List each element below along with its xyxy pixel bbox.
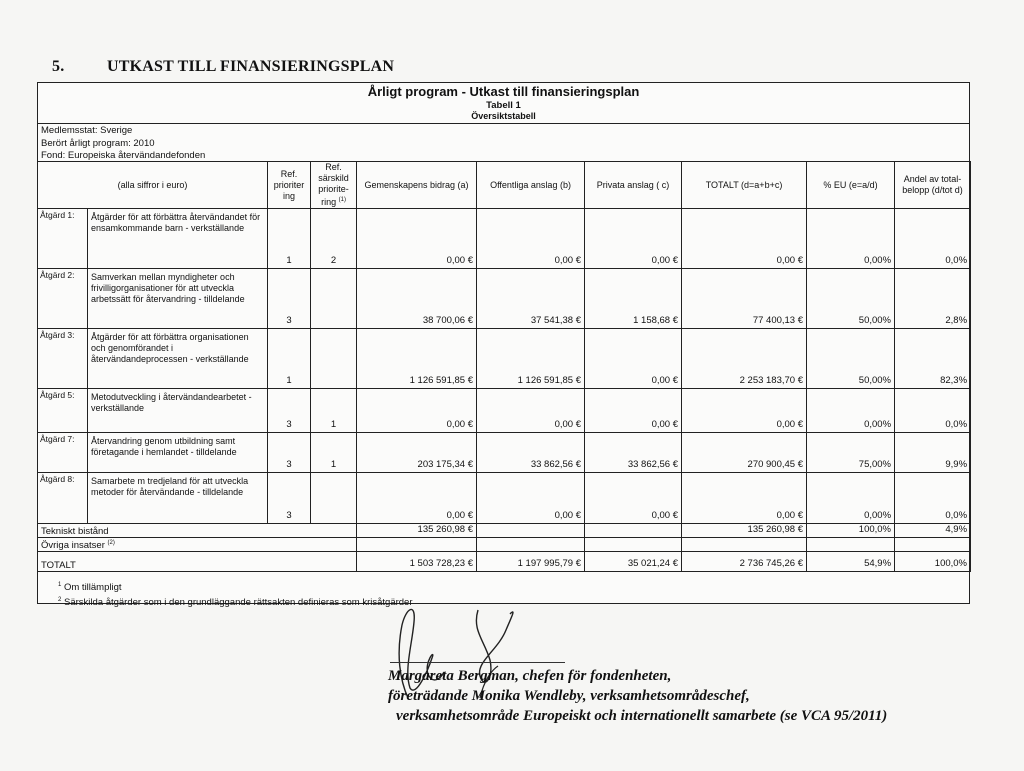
- total-a: 1 503 728,23 €: [357, 552, 477, 572]
- ovriga-row: [38, 538, 971, 552]
- row-d: 77 400,13 €: [682, 269, 807, 329]
- row-d: 0,00 €: [682, 389, 807, 433]
- row-f: 0,0%: [895, 389, 971, 433]
- table-row: [38, 269, 971, 329]
- row-a: 1 126 591,85 €: [357, 329, 477, 389]
- row-c: 0,00 €: [585, 473, 682, 524]
- footnote-2: [58, 594, 413, 609]
- financing-plan-box: [37, 82, 970, 604]
- row-sarskild: 2: [311, 209, 357, 269]
- signature-line: [390, 662, 565, 663]
- row-b: 0,00 €: [477, 473, 585, 524]
- meta-program: Berört årligt program: 2010: [41, 137, 155, 149]
- tekniskt-d: 135 260,98 €: [682, 524, 807, 538]
- ovriga-b: [477, 538, 585, 552]
- row-prio: 1: [268, 329, 311, 389]
- ovriga-c: [585, 538, 682, 552]
- row-prio: 3: [268, 389, 311, 433]
- ovriga-f: [895, 538, 971, 552]
- row-e: 75,00%: [807, 433, 895, 473]
- row-c: 0,00 €: [585, 329, 682, 389]
- row-desc: Metodutveckling i återvändandearbetet - verkställande: [88, 389, 268, 433]
- table-row: [38, 433, 971, 473]
- meta-info: [41, 125, 205, 163]
- ovriga-label: [38, 538, 357, 552]
- header-eu: % EU (e=a/d): [807, 162, 895, 209]
- row-a: 38 700,06 €: [357, 269, 477, 329]
- header-totalt: TOTALT (d=a+b+c): [682, 162, 807, 209]
- row-e: 0,00%: [807, 209, 895, 269]
- row-f: 0,0%: [895, 473, 971, 524]
- row-d: 2 253 183,70 €: [682, 329, 807, 389]
- table-row: [38, 473, 971, 524]
- row-prio: 3: [268, 433, 311, 473]
- header-ref-prio: Ref. prioriter ing: [268, 162, 311, 209]
- tekniskt-a: 135 260,98 €: [357, 524, 477, 538]
- row-e: 50,00%: [807, 329, 895, 389]
- row-label: Åtgärd 1:: [38, 209, 88, 269]
- row-d: 270 900,45 €: [682, 433, 807, 473]
- row-a: 0,00 €: [357, 473, 477, 524]
- row-b: 0,00 €: [477, 389, 585, 433]
- header-privata: Privata anslag ( c): [585, 162, 682, 209]
- tekniskt-c: [585, 524, 682, 538]
- section-title: UTKAST TILL FINANSIERINGSPLAN: [107, 58, 395, 75]
- footnote-1: [58, 579, 413, 594]
- header-offentliga: Offentliga anslag (b): [477, 162, 585, 209]
- total-c: 35 021,24 €: [585, 552, 682, 572]
- ovriga-sup: (2): [107, 539, 115, 546]
- table-title-block: [38, 83, 969, 124]
- row-e: 0,00%: [807, 389, 895, 433]
- row-desc: Återvandring genom utbildning samt företagande i hemlandet - tilldelande: [88, 433, 268, 473]
- header-ref-sarskild-sup: (1): [338, 197, 346, 203]
- row-c: 33 862,56 €: [585, 433, 682, 473]
- signature-line-2: företrädande Monika Wendleby, verksamhetsområdeschef,: [388, 688, 750, 704]
- row-sarskild: [311, 473, 357, 524]
- row-d: 0,00 €: [682, 473, 807, 524]
- row-sarskild: [311, 329, 357, 389]
- header-gemenskapens: Gemenskapens bidrag (a): [357, 162, 477, 209]
- row-prio: 3: [268, 269, 311, 329]
- row-b: 0,00 €: [477, 209, 585, 269]
- meta-member-state: Medlemsstat: Sverige: [41, 125, 133, 136]
- row-desc: Åtgärder för att förbättra återvändandet för ensamkommande barn - verkställande: [88, 209, 268, 269]
- row-b: 1 126 591,85 €: [477, 329, 585, 389]
- signature-line-3: verksamhetsområde Europeiskt och internationellt samarbete (se VCA 95/2011): [396, 708, 888, 724]
- tekniskt-row: [38, 524, 971, 538]
- total-b: 1 197 995,79 €: [477, 552, 585, 572]
- tekniskt-f: 4,9%: [895, 524, 971, 538]
- table-main-title: Årligt program - Utkast till finansieringsplan: [367, 84, 640, 99]
- header-ref-sarskild: [311, 162, 357, 209]
- footnote-2-mark: 2: [58, 597, 62, 604]
- table-header-row: [38, 162, 971, 209]
- row-desc: Åtgärder för att förbättra organisationen och genomförandet i återvändandeprocessen - verkställande: [88, 329, 268, 389]
- ovriga-e: [807, 538, 895, 552]
- table-row: [38, 329, 971, 389]
- table-row: [38, 389, 971, 433]
- header-label: (alla siffror i euro): [38, 162, 268, 209]
- row-d: 0,00 €: [682, 209, 807, 269]
- row-f: 2,8%: [895, 269, 971, 329]
- ovriga-a: [357, 538, 477, 552]
- signature-line-1: Margareta Bergman, chefen för fondenheten,: [388, 668, 672, 684]
- row-a: 0,00 €: [357, 389, 477, 433]
- tekniskt-b: [477, 524, 585, 538]
- row-e: 50,00%: [807, 269, 895, 329]
- total-d: 2 736 745,26 €: [682, 552, 807, 572]
- row-c: 1 158,68 €: [585, 269, 682, 329]
- row-f: 9,9%: [895, 433, 971, 473]
- row-a: 0,00 €: [357, 209, 477, 269]
- total-e: 54,9%: [807, 552, 895, 572]
- signature-block: [388, 666, 887, 726]
- row-label: Åtgärd 5:: [38, 389, 88, 433]
- total-f: 100,0%: [895, 552, 971, 572]
- footnote-1-text: Om tillämpligt: [63, 582, 122, 594]
- meta-fund: Fond: Europeiska återvändandefonden: [41, 150, 206, 161]
- ovriga-d: [682, 538, 807, 552]
- footnotes: [58, 579, 413, 609]
- table-subtitle: Tabell 1: [486, 100, 521, 111]
- row-label: Åtgärd 2:: [38, 269, 88, 329]
- row-label: Åtgärd 8:: [38, 473, 88, 524]
- row-label: Åtgärd 3:: [38, 329, 88, 389]
- section-heading: [52, 58, 394, 76]
- row-sarskild: 1: [311, 389, 357, 433]
- header-ref-sarskild-text: Ref. särskild priorite- ring: [318, 162, 349, 207]
- row-b: 33 862,56 €: [477, 433, 585, 473]
- row-f: 0,0%: [895, 209, 971, 269]
- row-a: 203 175,34 €: [357, 433, 477, 473]
- row-c: 0,00 €: [585, 209, 682, 269]
- header-andel: Andel av total- belopp (d/tot d): [895, 162, 971, 209]
- row-f: 82,3%: [895, 329, 971, 389]
- tekniskt-label: Tekniskt bistånd: [38, 524, 357, 538]
- row-prio: 3: [268, 473, 311, 524]
- row-desc: Samarbete m tredjeland för att utveckla metoder för återvändande - tilldelande: [88, 473, 268, 524]
- total-label: TOTALT: [38, 552, 357, 572]
- total-row: [38, 552, 971, 572]
- row-b: 37 541,38 €: [477, 269, 585, 329]
- row-sarskild: [311, 269, 357, 329]
- footnote-1-mark: 1: [58, 582, 62, 588]
- section-number: 5.: [52, 58, 65, 75]
- footnote-2-text: Särskilda åtgärder som i den grundläggande rättsakten definieras som krisåtgärder: [63, 597, 413, 609]
- ovriga-label-text: Övriga insatser: [41, 540, 105, 551]
- table-row: [38, 209, 971, 269]
- row-label: Åtgärd 7:: [38, 433, 88, 473]
- table-subsubtitle: Översiktstabell: [471, 111, 536, 121]
- row-desc: Samverkan mellan myndigheter och frivilligorganisationer för att utveckla arbetssätt för återvandring - tilldelande: [88, 269, 268, 329]
- row-c: 0,00 €: [585, 389, 682, 433]
- tekniskt-e: 100,0%: [807, 524, 895, 538]
- row-sarskild: 1: [311, 433, 357, 473]
- row-e: 0,00%: [807, 473, 895, 524]
- financing-table: [37, 161, 971, 572]
- row-prio: 1: [268, 209, 311, 269]
